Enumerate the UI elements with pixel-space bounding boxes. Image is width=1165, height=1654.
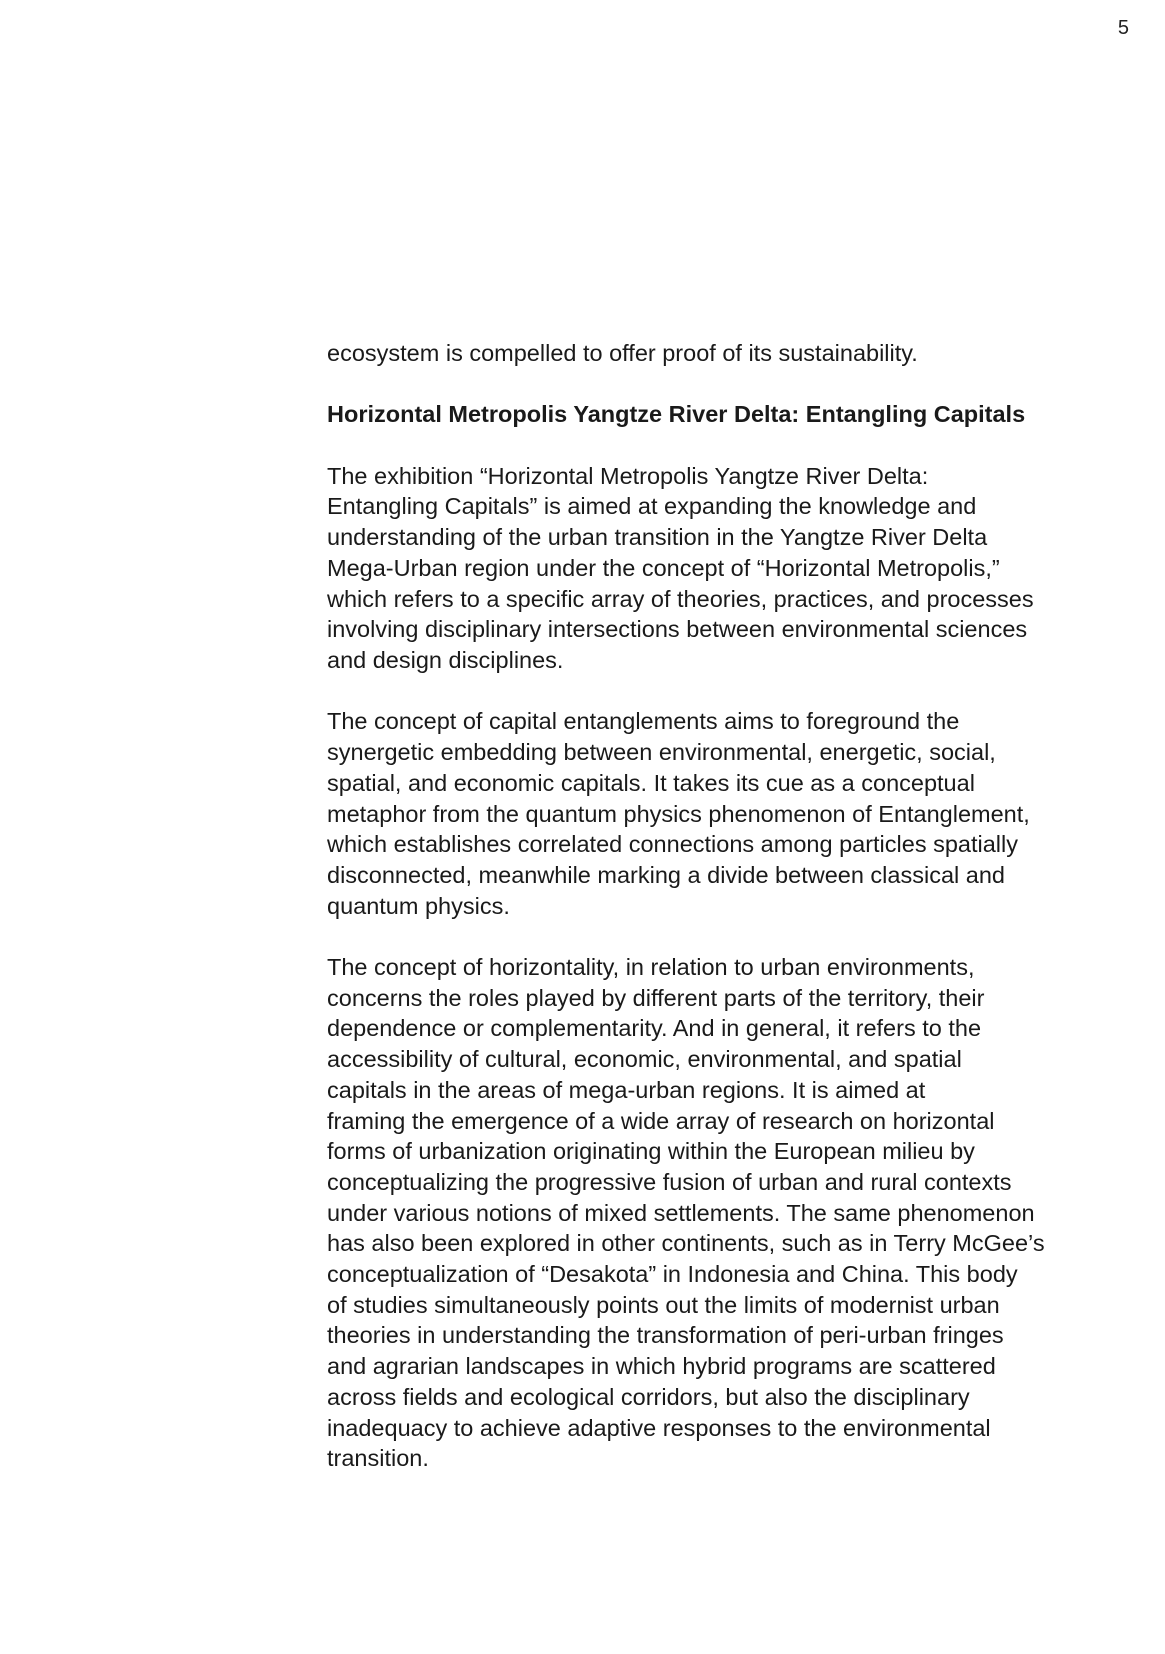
page-number: 5 <box>1117 17 1129 39</box>
text-line: of studies simultaneously points out the limits of modernist urban <box>327 1291 1000 1318</box>
text-line: synergetic embedding between environmental, energetic, social, <box>327 739 996 766</box>
text-line: Horizontal Metropolis Yangtze River Delta: Entangling Capitals <box>327 401 1026 428</box>
text-line: has also been explored in other continents, such as in Terry McGee’s <box>327 1230 1045 1257</box>
text-line: under various notions of mixed settlements. The same phenomenon <box>327 1199 1035 1226</box>
body-paragraph <box>327 952 1107 1474</box>
text-line: understanding of the urban transition in the Yangtze River Delta <box>327 524 988 551</box>
text-line: inadequacy to achieve adaptive responses to the environmental <box>327 1414 991 1441</box>
body-paragraph <box>327 338 1107 369</box>
text-line: Mega-Urban region under the concept of “Horizontal Metropolis,” <box>327 554 1000 581</box>
text-line: metaphor from the quantum physics phenomenon of Entanglement, <box>327 800 1030 827</box>
text-line: transition. <box>327 1445 429 1472</box>
text-line: dependence or complementarity. And in general, it refers to the <box>327 1015 982 1042</box>
text-line: and agrarian landscapes in which hybrid programs are scattered <box>327 1353 996 1380</box>
text-line: capitals in the areas of mega-urban regions. It is aimed at <box>327 1076 926 1103</box>
text-line: concerns the roles played by different parts of the territory, their <box>327 984 985 1011</box>
text-line: and design disciplines. <box>327 647 564 673</box>
body-paragraph <box>327 706 1107 921</box>
text-line: Entangling Capitals” is aimed at expanding the knowledge and <box>327 493 977 520</box>
text-line: ecosystem is compelled to offer proof of its sustainability. <box>327 340 918 366</box>
text-line: The exhibition “Horizontal Metropolis Yangtze River Delta: <box>327 462 929 489</box>
text-line: quantum physics. <box>327 892 510 919</box>
text-line: involving disciplinary intersections between environmental sciences <box>327 616 1028 643</box>
text-line: spatial, and economic capitals. It takes its cue as a conceptual <box>327 769 975 796</box>
text-line: which establishes correlated connections among particles spatially <box>327 831 1019 858</box>
text-line: forms of urbanization originating within the European milieu by <box>327 1138 975 1165</box>
text-line: across fields and ecological corridors, but also the disciplinary <box>327 1383 970 1410</box>
text-line: disconnected, meanwhile marking a divide between classical and <box>327 861 1005 888</box>
document-body <box>327 338 1107 1505</box>
text-line: framing the emergence of a wide array of research on horizontal <box>327 1107 995 1134</box>
text-line: The concept of horizontality, in relation to urban environments, <box>327 954 975 980</box>
text-line: theories in understanding the transformation of peri-urban fringes <box>327 1322 1004 1349</box>
text-line: accessibility of cultural, economic, environmental, and spatial <box>327 1046 962 1073</box>
text-line: conceptualization of “Desakota” in Indonesia and China. This body <box>327 1261 1018 1288</box>
body-paragraph <box>327 461 1107 676</box>
text-line: which refers to a specific array of theories, practices, and processes <box>327 585 1034 612</box>
text-line: conceptualizing the progressive fusion of urban and rural contexts <box>327 1168 1012 1195</box>
text-line: The concept of capital entanglements aims to foreground the <box>327 708 960 735</box>
section-heading <box>327 399 1107 430</box>
